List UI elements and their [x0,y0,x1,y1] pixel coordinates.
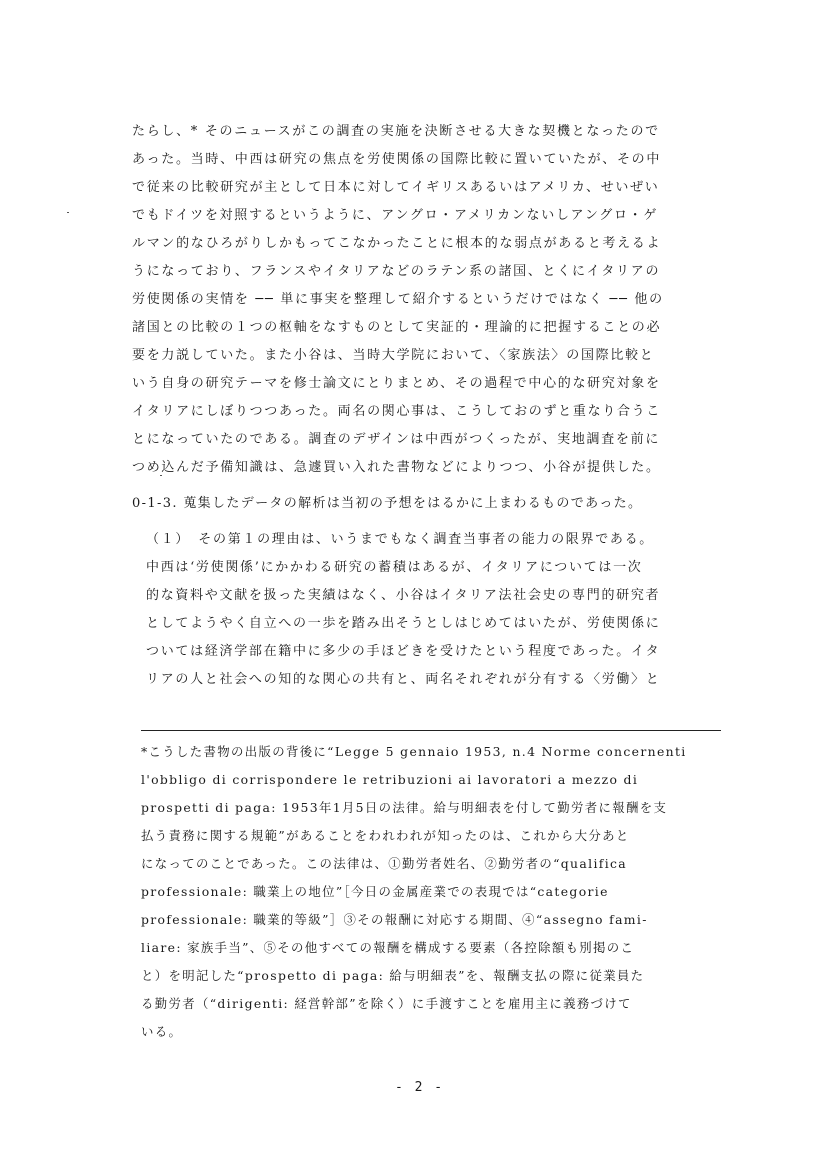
footnote-line: professionale: 職業的等級”］③その報酬に対応する期間、④“assegno fami- [141,912,648,927]
para-line: （１） その第１の理由は、いうまでもなく調査当事者の能力の限界である。 [146,532,655,547]
para-line: としてようやく自立への一歩を踏み出そうとしはじめてはいたが、労使関係に [146,616,661,631]
footnote-line: professionale: 職業上の地位”［今日の金属産業での表現では“categorie [141,884,609,899]
body-line: 要を力説していた。また小谷は、当時大学院において、〈家族法〉の国際比較と [132,348,655,363]
footnote-line: liare: 家族手当”、⑤その他すべての報酬を構成する要素（各控除額も別掲のこ [141,940,635,955]
body-line: でもドイツを対照するというように、アングロ・アメリカンないしアングロ・ゲ [132,208,659,223]
body-line: あった。当時、中西は研究の焦点を労使関係の国際比較に置いていたが、その中 [132,152,662,167]
footnote-line: 払う責務に関する規範”があることをわれわれが知ったのは、これから大分あと [141,828,630,843]
footnote-line: *こうした書物の出版の背後に“Legge 5 gennaio 1953, n.4 Norme concernenti [141,744,687,759]
body-line: イタリアにしぼりつつあった。両名の関心事は、こうしておのずと重なり合うこ [132,404,662,419]
footnote-line: l'obbligo di corrispondere le retribuzioni ai lavoratori a mezzo di [141,772,639,787]
body-line: とになっていたのである。調査のデザインは中西がつくったが、実地調査を前に [132,432,661,447]
page-number: - 2 - [395,1080,445,1095]
body-line: たらし、* そのニュースがこの調査の実施を決断させる大きな契機となったので [132,124,660,139]
para-line: リアの人と社会への知的な関心の共有と、両名それぞれが分有する〈労働〉と [146,672,661,687]
footnote-line: と）を明記した“prospetto di paga: 給与明細表”を、報酬支払の際に従業員た [141,968,645,983]
body-line: いう自身の研究テーマを修士論文にとりまとめ、その過程で中心的な研究対象を [132,376,661,391]
body-line: うになっており、フランスやイタリアなどのラテン系の諸国、とくにイタリアの [132,264,661,279]
section-heading: 0-1-3. 蒐集したデータの解析は当初の予想をはるかに上まわるものであった。 [132,496,643,511]
footnote-divider [141,730,721,731]
footnote-line: る勤労者（“dirigenti: 経営幹部”を除く）に手渡すことを雇用主に義務づけて [141,996,632,1011]
footnote-line: になってのことであった。この法律は、①勤労者姓名、②勤労者の“qualifica [141,856,628,871]
body-line: 労使関係の実情を ── 単に事実を整理して紹介するというだけではなく ── 他の [132,292,664,307]
footnote-line: prospetti di paga: 1953年1月5日の法律。給与明細表を付して勤労者に報酬を支 [141,800,668,815]
body-line: つめ込んだ予備知識は、急遽買い入れた書物などによりつつ、小谷が提供した。 [132,460,661,475]
body-line: 諸国との比較の１つの枢軸をなすものとして実証的・理論的に把握することの必 [132,320,662,335]
scan-speck [160,475,162,476]
para-line: 中西は‘労使関係’にかかわる研究の蓄積はあるが、イタリアについては一次 [146,560,643,575]
body-line: で従来の比較研究が主として日本に対してイギリスあるいはアメリカ、せいぜい [132,180,660,195]
para-line: 的な資料や文献を扱った実績はなく、小谷はイタリア法社会史の専門的研究者 [146,588,661,603]
body-line: ルマン的なひろがりしかもってこなかったことに根本的な弱点があると考えるよ [132,236,662,251]
scan-speck [67,212,69,213]
footnote-line: いる。 [141,1024,183,1039]
para-line: ついては経済学部在籍中に多少の手ほどきを受けたという程度であった。イタ [146,644,661,659]
